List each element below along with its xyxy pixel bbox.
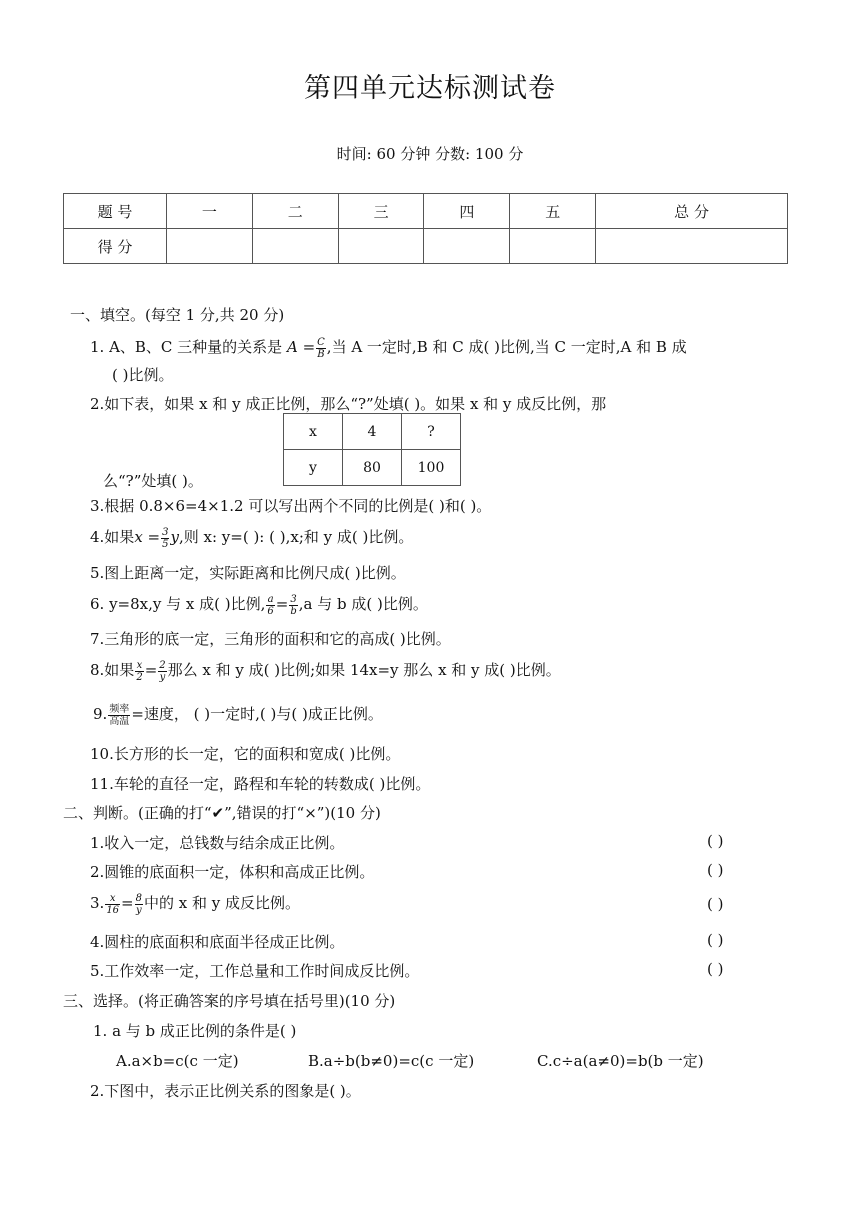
judge-item-5: 5.工作效率一定，工作总量和工作时间成反比例。 <box>90 962 420 980</box>
question-text: ,当 A 一定时,B 和 C 成( )比例,当 C 一定时,A 和 B 成 <box>326 338 687 356</box>
score-header-cell: 五 <box>510 194 596 229</box>
answer-blank[interactable]: ( ) <box>707 895 724 913</box>
answer-blank[interactable]: ( ) <box>707 861 724 879</box>
question-5: 5.图上距离一定，实际距离和比例尺成( )比例。 <box>90 564 406 582</box>
fraction: $\frac{2}{y}$ <box>159 659 166 683</box>
fraction: 频率 高温 <box>109 703 130 727</box>
option-b[interactable]: B.a÷b(b≠0)=c(c 一定) <box>308 1052 475 1070</box>
table-cell: 100 <box>402 450 461 486</box>
score-header-cell: 总 分 <box>596 194 788 229</box>
question-3: 3.根据 0.8×6=4×1.2 可以写出两个不同的比例是( )和( )。 <box>90 497 492 515</box>
score-row-label: 得 分 <box>64 229 167 264</box>
fraction: $\frac{C}{B}$ <box>317 336 325 360</box>
score-cell[interactable] <box>424 229 510 264</box>
score-header-cell: 二 <box>252 194 338 229</box>
score-table-header-row <box>64 194 788 229</box>
score-header-cell: 三 <box>338 194 424 229</box>
judge-item-4: 4.圆柱的底面积和底面半径成正比例。 <box>90 933 345 951</box>
question-11: 11.车轮的直径一定，路程和车轮的转数成( )比例。 <box>90 775 431 793</box>
fraction: $\frac{a}{6}$ <box>267 593 274 617</box>
score-header-cell: 四 <box>424 194 510 229</box>
score-header-cell: 题 号 <box>64 194 167 229</box>
table-cell: 80 <box>343 450 402 486</box>
table-cell: 4 <box>343 414 402 450</box>
score-cell[interactable] <box>596 229 788 264</box>
judge-item-3: 3. $\frac{x}{16}$ = $\frac{8}{y}$ 中的 x 和 y 成反比例。 <box>90 892 301 916</box>
option-c[interactable]: C.c÷a(a≠0)=b(b 一定) <box>537 1052 704 1070</box>
judge-item-2: 2.圆锥的底面积一定，体积和高成正比例。 <box>90 863 375 881</box>
option-a[interactable]: A.a×b=c(c 一定) <box>116 1052 239 1070</box>
question-9: 9. 频率 高温 =速度， ( )一定时,( )与( )成正比例。 <box>93 703 383 727</box>
question-7: 7.三角形的底一定，三角形的面积和它的高成( )比例。 <box>90 630 451 648</box>
score-cell[interactable] <box>167 229 253 264</box>
fraction: $\frac{8}{y}$ <box>135 892 142 916</box>
score-cell[interactable] <box>252 229 338 264</box>
choice-question-2: 2.下图中，表示正比例关系的图象是( )。 <box>90 1082 361 1100</box>
question-8: 8.如果 $\frac{x}{2}$ = $\frac{2}{y}$ 那么 x 和 y 成( )比例;如果 14x=y 那么 x 和 y 成( )比例。 <box>90 659 561 683</box>
choice-question-1: 1. a 与 b 成正比例的条件是( ) <box>93 1022 297 1040</box>
exam-info: 时间: 60 分钟 分数: 100 分 <box>336 145 524 163</box>
score-cell[interactable] <box>338 229 424 264</box>
fraction: $\frac{3}{b}$ <box>290 593 297 617</box>
score-cell[interactable] <box>510 229 596 264</box>
fraction: $\frac{3}{5}$ <box>162 526 169 550</box>
score-header-cell: 一 <box>167 194 253 229</box>
table-cell: y <box>284 450 343 486</box>
fraction: $\frac{x}{16}$ <box>106 892 120 916</box>
section-1-title: 一、填空。(每空 1 分,共 20 分) <box>70 306 285 324</box>
question-2-table <box>283 413 461 486</box>
answer-blank[interactable]: ( ) <box>707 931 724 949</box>
score-table-score-row <box>64 229 788 264</box>
section-3-title: 三、选择。(将正确答案的序号填在括号里)(10 分) <box>63 992 396 1010</box>
question-1-line-2: ( )比例。 <box>112 366 174 384</box>
question-2-line-2: 么“?”处填( )。 <box>103 472 203 490</box>
answer-blank[interactable]: ( ) <box>707 832 724 850</box>
fraction: $\frac{x}{2}$ <box>136 659 143 683</box>
answer-blank[interactable]: ( ) <box>707 960 724 978</box>
table-cell: ? <box>402 414 461 450</box>
question-2-line-1: 2.如下表，如果 x 和 y 成正比例，那么“?”处填( )。如果 x 和 y 成反比例，那 <box>90 395 607 413</box>
formula-text: A = <box>286 338 316 356</box>
judge-item-1: 1.收入一定，总钱数与结余成正比例。 <box>90 834 345 852</box>
question-10: 10.长方形的长一定，它的面积和宽成( )比例。 <box>90 745 401 763</box>
table-cell: x <box>284 414 343 450</box>
question-text: 1. A、B、C 三种量的关系是 <box>90 338 283 356</box>
question-4: 4.如果x = $\frac{3}{5}$ y,则 x: y=( ): ( ),x;和 y 成( )比例。 <box>90 526 414 550</box>
question-6: 6. y=8x,y 与 x 成( )比例, $\frac{a}{6}$ = $\frac{3}{b}$ ,a 与 b 成( )比例。 <box>90 593 428 617</box>
page-title: 第四单元达标测试卷 <box>304 73 556 104</box>
question-1-line-1 <box>90 336 687 360</box>
score-table <box>63 193 788 264</box>
section-2-title: 二、判断。(正确的打“✔”,错误的打“×”)(10 分) <box>63 804 381 822</box>
